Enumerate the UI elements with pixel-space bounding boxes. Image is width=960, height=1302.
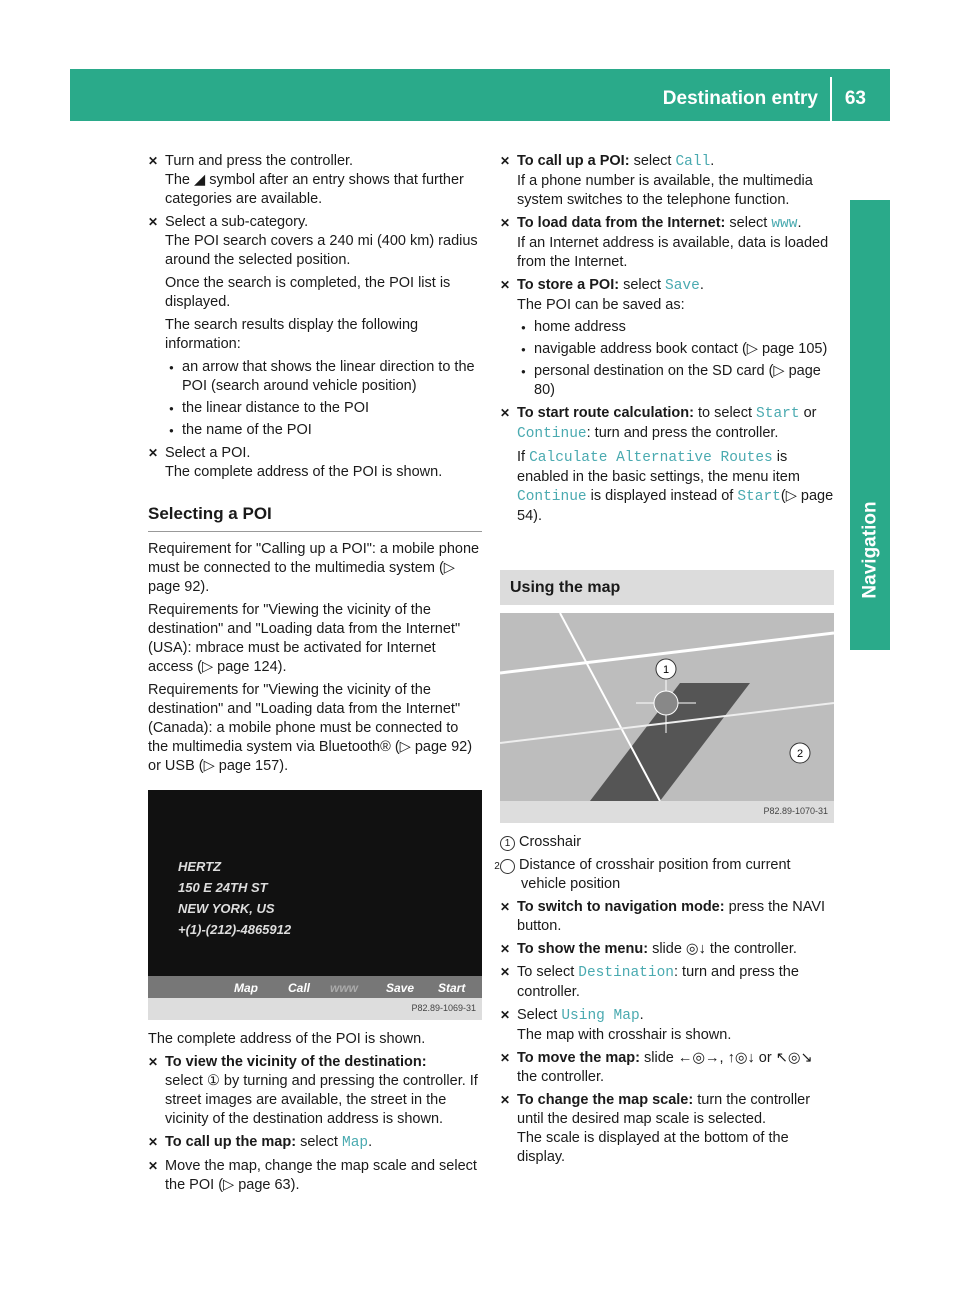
right-column: [494, 152, 834, 1171]
step: ✕ To store a POI: select Save. The POI can be saved as: ● home address ● navigable address book contact (▷ page 105) ● personal destination on the SD card (▷ page 80): [500, 276, 834, 400]
step: ✕ To switch to navigation mode: press the NAVI button.: [500, 898, 834, 936]
step: ✕ Select a sub-category. The POI search covers a 240 mi (400 km) radius around the selected position. Once the search is completed, the POI list is displayed. The search results display the following information: ● an arrow that shows the linear direction to the POI (search around vehicle position) ● the linear distance to the POI ● the name of the POI: [148, 213, 482, 440]
list-item: ● the name of the POI: [165, 421, 482, 440]
list-item: ● the linear distance to the POI: [165, 399, 482, 418]
list-item: ● personal destination on the SD card (▷ page 80): [517, 362, 834, 400]
list-item: ● home address: [517, 318, 834, 337]
section-heading: Selecting a POI: [148, 504, 482, 532]
step: ✕ Select Using Map. The map with crosshair is shown.: [500, 1006, 834, 1045]
step: ✕ To load data from the Internet: select www. If an Internet address is available, data is loaded from the Internet.: [500, 214, 834, 272]
map-screenshot: 1 2 P82.89-1070-31: [500, 613, 834, 823]
map-graphic: [500, 613, 834, 801]
step: ✕ To call up a POI: select Call. If a phone number is available, the multimedia system switches to the telephone function.: [500, 152, 834, 210]
header-separator: [830, 77, 832, 121]
page-header: [70, 69, 890, 121]
section-heading: Using the map: [500, 570, 834, 605]
step: ✕ To call up the map: select Map.: [148, 1133, 482, 1153]
paragraph: Requirement for "Calling up a POI": a mobile phone must be connected to the multimedia system (▷ page 92).: [148, 541, 480, 595]
svg-text:2: 2: [796, 748, 804, 760]
step: ✕ Turn and press the controller. The ◢ symbol after an entry shows that further categories are available.: [148, 152, 482, 209]
step: ✕ To move the map: slide ←◎→, ↑◎↓ or ↖◎↘ the controller.: [500, 1049, 834, 1087]
header-title: Destination entry: [662, 88, 818, 109]
poi-screenshot: HERTZ 150 E 24TH ST NEW YORK, US +(1)-(212)-4865912 Map Call www Save Start P82.89-1069-31: [148, 790, 482, 1020]
side-tab-label: Navigation: [859, 501, 881, 599]
side-tab: [850, 200, 890, 650]
legend-item: 2 Distance of crosshair position from current vehicle position: [494, 857, 791, 892]
page-number: 63: [844, 88, 866, 109]
step: ✕ To start route calculation: to select Start or Continue: turn and press the controller. If Calculate Alternative Routes is enabled in the basic settings, the menu item Continue is displayed instead of Start(▷ page 54).: [500, 404, 834, 526]
left-column: [148, 152, 482, 1199]
step: ✕ To select Destination: turn and press the controller.: [500, 963, 834, 1002]
paragraph: The complete address of the POI is shown.: [148, 1031, 426, 1047]
paragraph: Requirements for "Viewing the vicinity of the destination" and "Loading data from the Internet" (USA): mbrace must be activated for Internet access (▷ page 124).: [148, 602, 461, 675]
legend-item: 1 Crosshair: [500, 833, 834, 852]
list-item: ● an arrow that shows the linear direction to the POI (search around vehicle position): [165, 358, 482, 396]
list-item: ● navigable address book contact (▷ page 105): [517, 340, 834, 359]
step: ✕ Select a POI. The complete address of the POI is shown.: [148, 444, 482, 482]
step: ✕ To change the map scale: turn the controller until the desired map scale is selected. The scale is displayed at the bottom of the display.: [500, 1091, 834, 1167]
step: ✕ To show the menu: slide ◎↓ the controller.: [500, 940, 834, 959]
step: ✕ Move the map, change the map scale and select the POI (▷ page 63).: [148, 1157, 482, 1195]
svg-text:1: 1: [662, 664, 670, 676]
step: ✕ To view the vicinity of the destination: select ① by turning and pressing the controller. If street images are available, the street in the vicinity of the destination address is shown.: [148, 1053, 482, 1129]
paragraph: Requirements for "Viewing the vicinity of the destination" and "Loading data from the Internet" (Canada): a mobile phone must be connected to the multimedia system via Bluetooth® (▷ page 92) or USB (▷ page 157).: [148, 682, 473, 774]
